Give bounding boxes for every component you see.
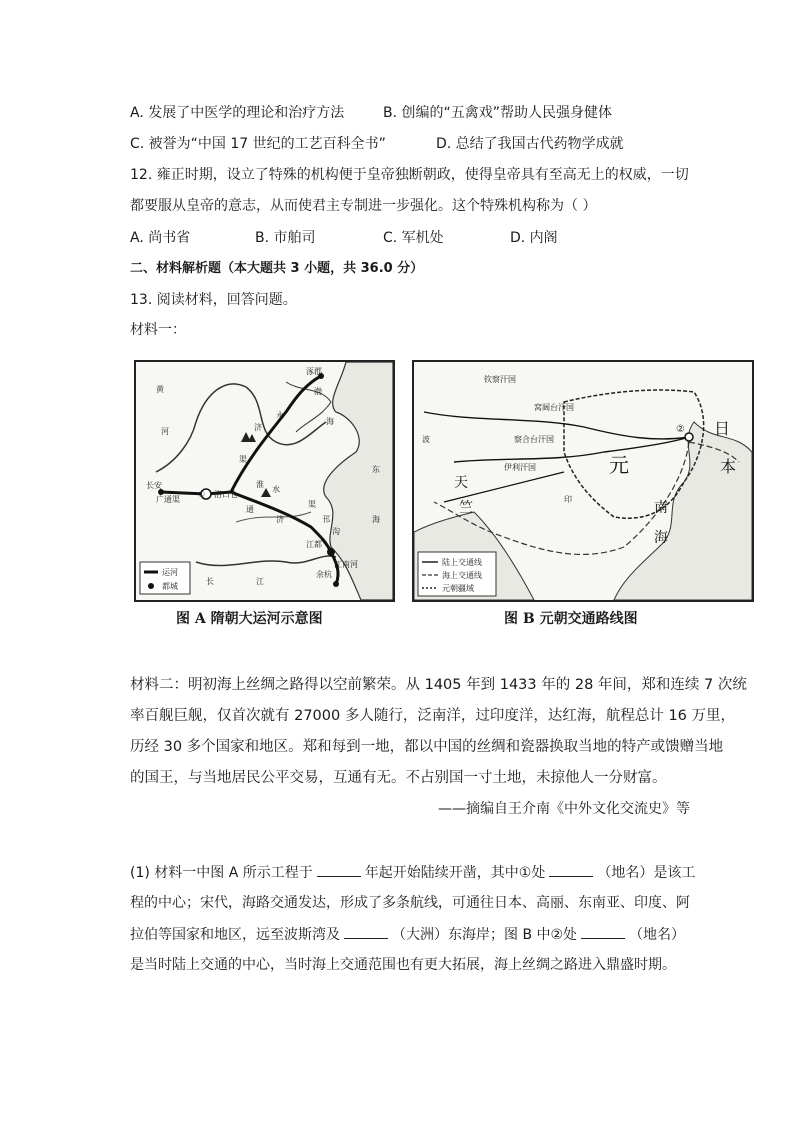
answer-blank-continent[interactable] <box>344 924 388 939</box>
q12-stem-line1: 12. 雍正时期，设立了特殊的机构便于皇帝独断朝政，使得皇帝具有至高无上的权威，一切 <box>130 167 689 183</box>
q1-text-part6: （大洲）东海岸；图 B 中②处 <box>392 927 578 943</box>
map-b-marker-2: ② <box>676 424 685 435</box>
map-b-legend-land: 陆上交通线 <box>442 558 482 567</box>
map-a-label-jiangdu: 江都 <box>306 540 322 549</box>
q1-line4: 是当时陆上交通的中心，当时海上交通范围也有更大拓展，海上丝绸之路进入鼎盛时期。 <box>130 957 676 973</box>
map-a-legend-canal: 运河 <box>162 568 178 577</box>
map-a-label-qu2: 渠 <box>308 500 316 509</box>
map-b-label-khanate3: 伊利汗国 <box>504 463 536 472</box>
q1-text-part2: 年起开始陆续开凿，其中①处 <box>364 865 546 881</box>
map-b-label-ri: 日 <box>714 419 731 438</box>
q1-text-part3: （地名）是该工 <box>597 865 696 881</box>
q1-text-part7: （地名） <box>629 927 686 943</box>
map-a-label-chang: 长 <box>206 577 214 586</box>
map-a-label-luokou: 洛口仓 <box>214 490 238 499</box>
map-a-label-gou: 沟 <box>332 527 340 536</box>
map-a-label-yuhang: 余杭 <box>316 570 332 579</box>
q11-option-d: D. 总结了我国古代药物学成就 <box>436 136 624 152</box>
map-a-caption: 图 A 隋朝大运河示意图 <box>176 611 323 627</box>
map-a-label-bo: 渤 <box>314 387 322 396</box>
map-a-label-qu: 渠 <box>239 455 247 464</box>
map-a-label-tong: 通 <box>246 505 254 514</box>
map-a-label-yong: 永 <box>276 411 284 420</box>
map-b-caption: 图 B 元朝交通路线图 <box>504 611 638 627</box>
map-a-label-jiang: 江 <box>256 577 264 586</box>
map-b-label-khanate1: 钦察汗国 <box>484 375 516 384</box>
material2-source: ——摘编自王介南《中外文化交流史》等 <box>438 801 690 817</box>
q12-option-c: C. 军机处 <box>383 230 444 246</box>
q13-stem: 13. 阅读材料，回答问题。 <box>130 292 297 308</box>
section-heading: 二、材料解析题（本大题共 3 小题，共 36.0 分） <box>130 261 424 276</box>
q1-text-part1: (1) 材料一中图 A 所示工程于 <box>130 865 313 881</box>
map-b-label-nan: 南 <box>654 500 668 516</box>
map-b-label-hai: 海 <box>654 530 668 546</box>
map-a-label-dong: 东 <box>372 465 380 474</box>
map-b-legend-border: 元朝疆域 <box>442 584 474 593</box>
q11-option-c: C. 被誉为“中国 17 世纪的工艺百科全书” <box>130 136 386 152</box>
map-a-label-hai: 海 <box>326 417 334 426</box>
answer-blank-year[interactable] <box>317 862 361 877</box>
q1-line3 <box>130 924 685 945</box>
material1-label: 材料一： <box>130 322 186 338</box>
q12-option-a: A. 尚书省 <box>130 230 191 246</box>
map-a-marker-1: ① <box>198 490 206 499</box>
q12-option-d: D. 内阁 <box>510 230 558 246</box>
map-a-label-jiangnan: 江南河 <box>334 560 358 569</box>
map-b-label-zhu: 竺 <box>459 500 473 516</box>
map-b-label-bo: 波 <box>422 435 430 444</box>
map-a-drawing <box>136 362 393 600</box>
material2-line2: 率百舰巨舰，仅首次就有 27000 多人随行，泛南洋，过印度洋，达红海，航程总计 16 万里， <box>130 708 736 724</box>
map-b-label-yin: 印 <box>564 495 572 504</box>
map-a-sui-grand-canal <box>134 360 395 602</box>
map-a-label-changan: 长安 <box>146 481 162 490</box>
q11-option-a: A. 发展了中医学的理论和治疗方法 <box>130 105 345 121</box>
map-a-label-guangtong: 广通渠 <box>156 495 180 504</box>
q11-option-b: B. 创编的“五禽戏”帮助人民强身健体 <box>383 105 613 121</box>
map-a-legend-city: 都城 <box>162 582 178 591</box>
map-b-label-tian: 天 <box>454 475 468 491</box>
map-a-label-hai2: 海 <box>372 515 380 524</box>
map-a-label-huai: 淮 <box>256 480 264 489</box>
map-a-label-zhuojun: 涿郡 <box>306 367 322 376</box>
q1-text-part5: 拉伯等国家和地区，远至波斯湾及 <box>130 927 340 943</box>
map-a-label-ji: 济 <box>254 423 262 432</box>
map-b-drawing <box>414 362 752 600</box>
map-a-label-he: 河 <box>161 427 169 436</box>
map-b-label-khanate2: 窝阔台汗国 <box>534 403 574 412</box>
material2-line1: 材料二：明初海上丝绸之路得以空前繁荣。从 1405 年到 1433 年的 28 年间，郑和连续 7 次统 <box>130 677 747 693</box>
material2-line4: 的国王，与当地居民公平交易，互通有无。不占别国一寸土地，未掠他人一分财富。 <box>130 770 667 786</box>
material2-line3: 历经 30 多个国家和地区。郑和每到一地，都以中国的丝绸和瓷器换取当地的特产或馈赠当地 <box>130 739 724 755</box>
map-b-legend-sea: 海上交通线 <box>442 571 482 580</box>
map-a-label-jiqu: 济 <box>276 515 284 524</box>
map-b-label-yuan: 元 <box>609 453 629 477</box>
q12-option-b: B. 市舶司 <box>255 230 316 246</box>
map-a-label-han: 邗 <box>322 515 330 524</box>
map-a-label-huang: 黄 <box>156 385 164 394</box>
q1-line2: 程的中心；宋代，海路交通发达，形成了多条航线，可通往日本、高丽、东南亚、印度、阿 <box>130 895 690 911</box>
answer-blank-place1[interactable] <box>549 862 593 877</box>
q1-line1 <box>130 862 695 883</box>
q12-stem-line2: 都要服从皇帝的意志，从而使君主专制进一步强化。这个特殊机构称为（ ） <box>130 198 597 214</box>
answer-blank-place2[interactable] <box>581 924 625 939</box>
map-b-yuan-routes <box>412 360 754 602</box>
map-a-label-shui: 水 <box>272 485 280 494</box>
map-b-label-ben: 本 <box>720 457 737 476</box>
map-b-label-khanate4: 察合台汗国 <box>514 435 554 444</box>
